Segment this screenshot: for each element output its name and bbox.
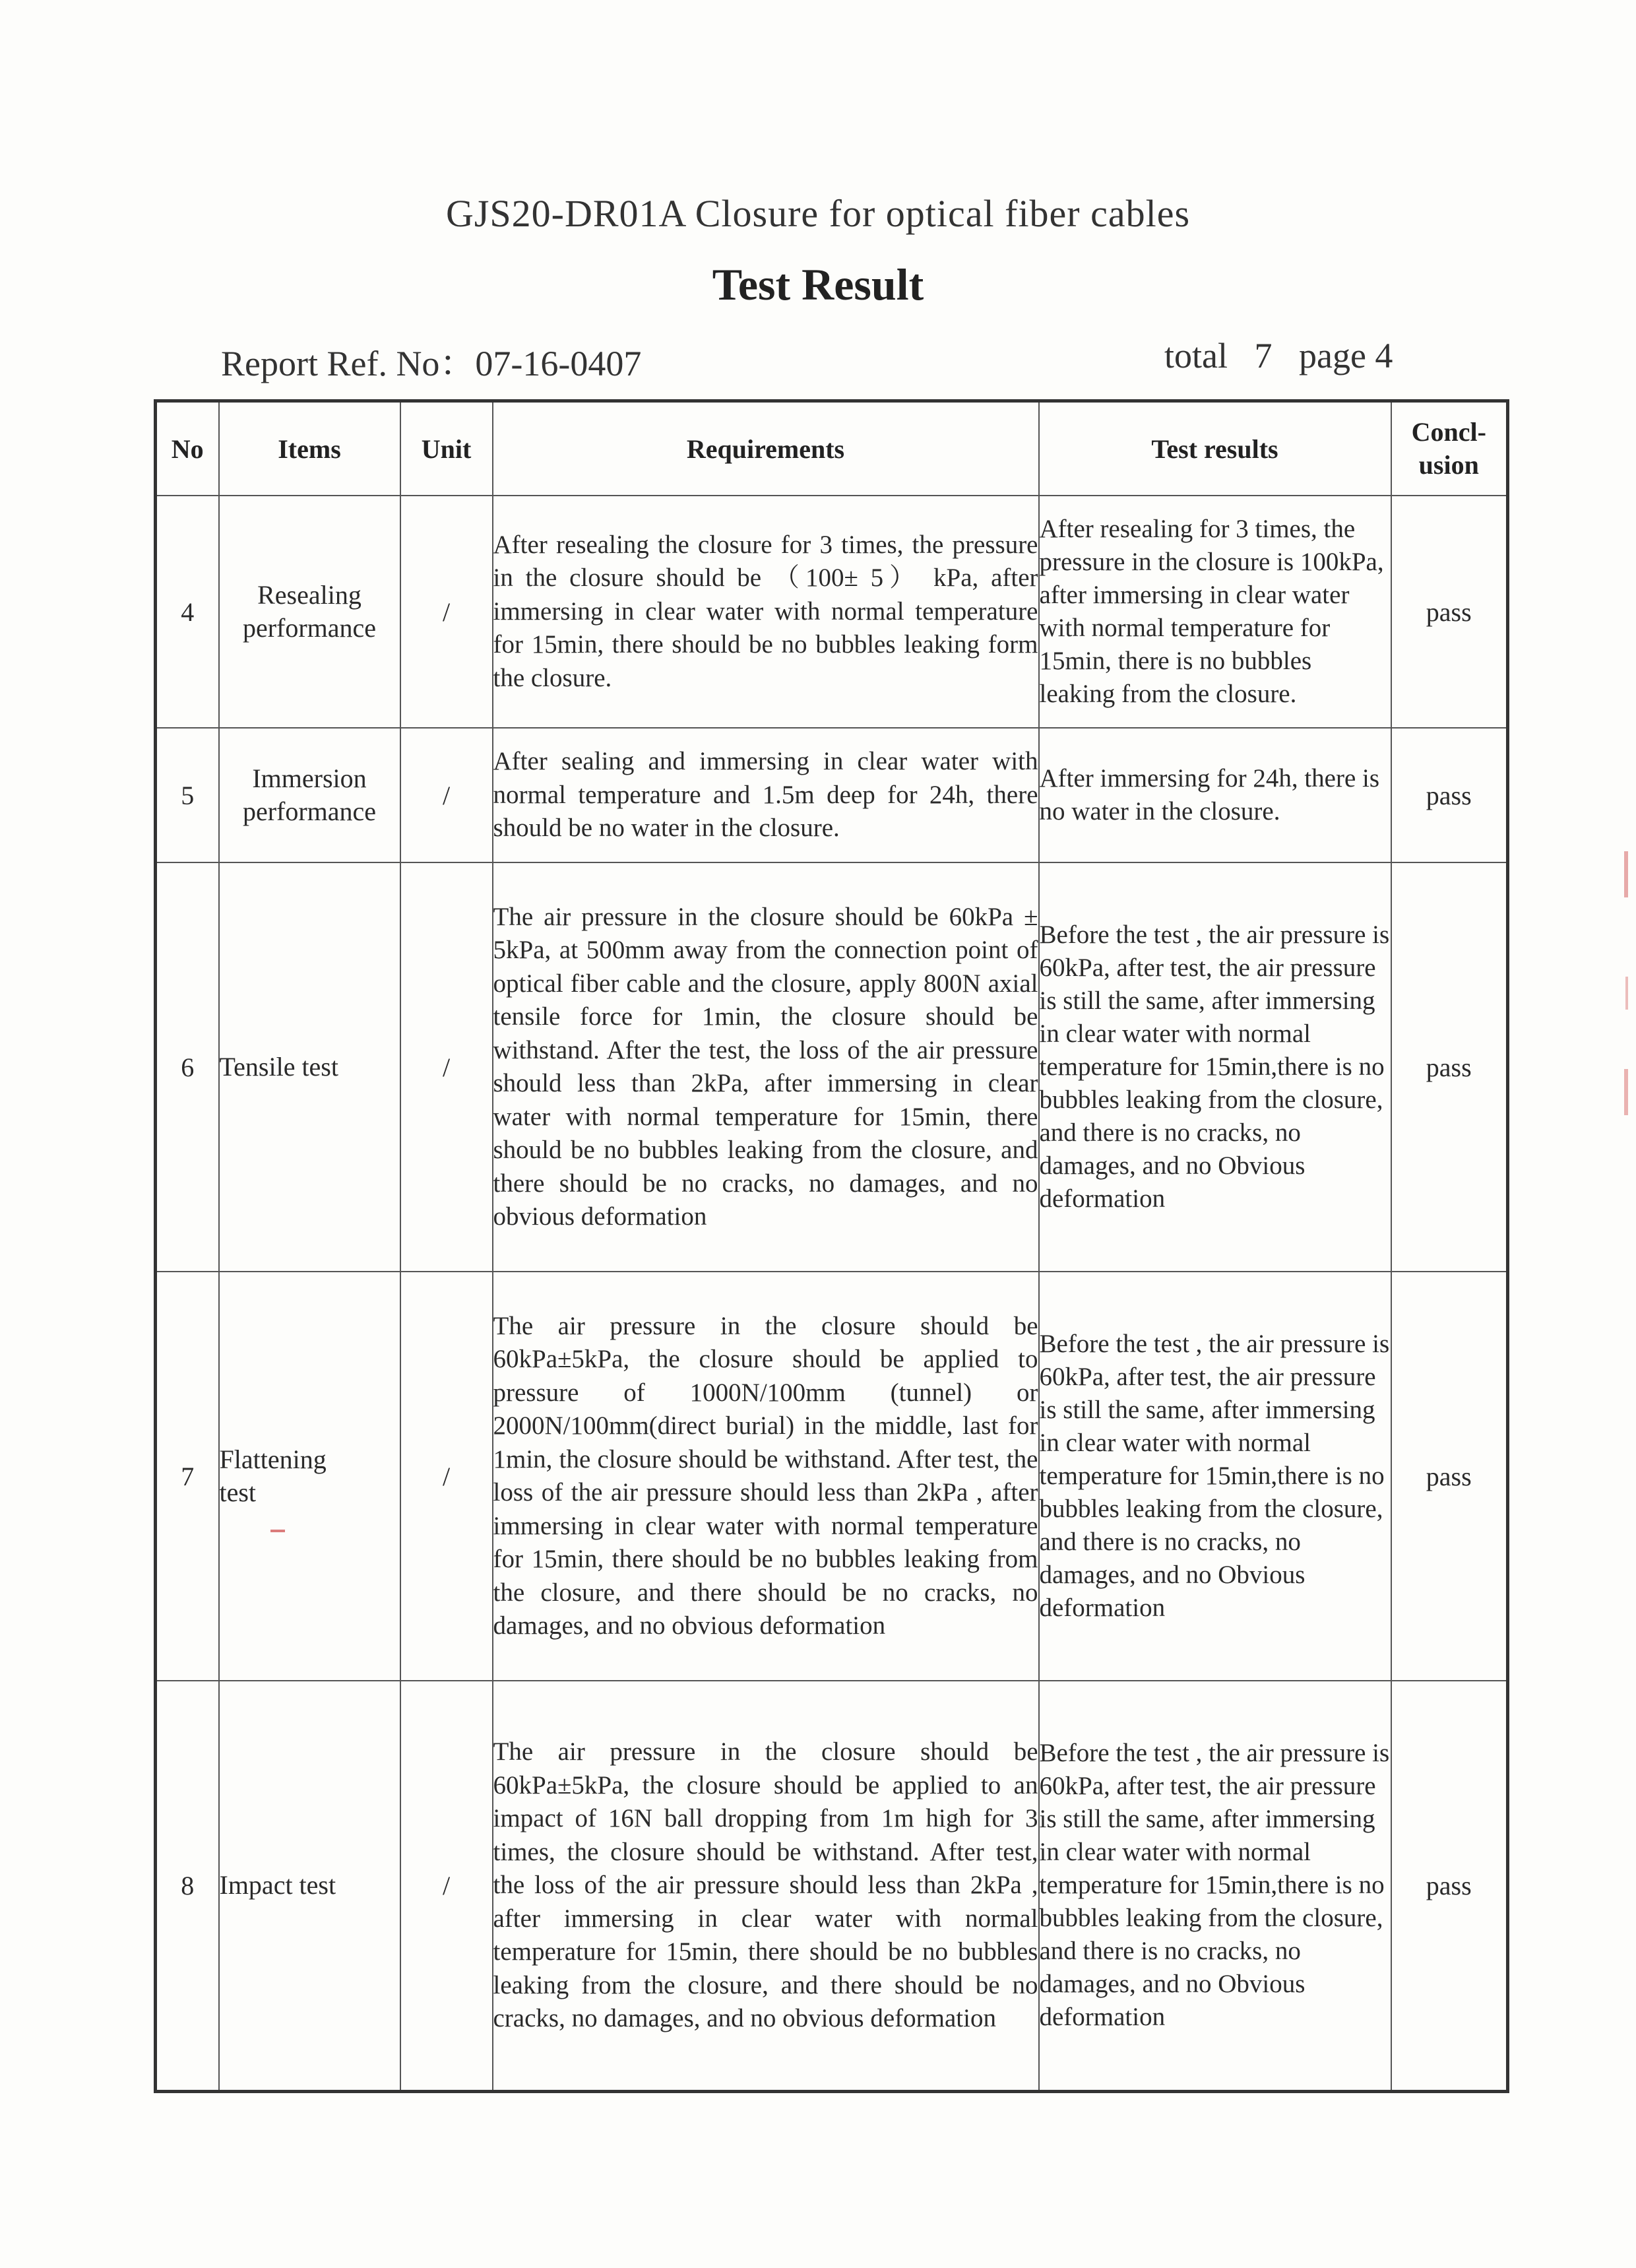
header-test-results: Test results xyxy=(1039,401,1391,496)
row-item xyxy=(219,496,400,728)
row-conclusion: pass xyxy=(1391,728,1508,862)
scan-mark xyxy=(1625,977,1628,1010)
header-conclusion-part2: usion xyxy=(1418,450,1479,480)
row-no: 8 xyxy=(156,1681,219,2091)
header-conclusion-part1: Concl- xyxy=(1411,417,1486,447)
row-item-line1: Immersion xyxy=(252,763,367,793)
row-item-line2: performance xyxy=(242,613,377,643)
page-count xyxy=(1164,335,1393,376)
row-conclusion: pass xyxy=(1391,496,1508,728)
document-title: GJS20-DR01A Closure for optical fiber cables xyxy=(445,192,1191,235)
scan-mark xyxy=(1624,851,1628,897)
row-no: 7 xyxy=(156,1272,219,1681)
row-requirement: The air pressure in the closure should be 60kPa±5kPa, the closure should be applied to an impact of 16N ball dropping from 1m high for 3 times, the closure should be withstand. After test, the loss of the air pressure should less than 2kPa , after immersing in clear water with normal temperature for 15min, there should be no bubbles leaking from the closure, and there should be no cracks, no damages, and no obvious deformation xyxy=(493,1681,1039,2091)
total-label: total xyxy=(1164,336,1228,375)
row-item-line2: performance xyxy=(242,796,377,826)
header-items: Items xyxy=(219,401,400,496)
row-test-result: Before the test , the air pressure is 60kPa, after test, the air pressure is still the same, after immersing in clear water with normal temperature for 15min,there is no bubbles leaking from the closure, and there is no cracks, no damages, and no Obvious deformation xyxy=(1039,862,1391,1272)
row-requirement: The air pressure in the closure should be 60kPa ± 5kPa, at 500mm away from the connection point of optical fiber cable and the closure, apply 800N axial tensile force for 1min, the closure should be withstand. After the test, the loss of the air pressure should less than 2kPa, after immersing in clear water with normal temperature for 15min, there should be no bubbles leaking from the closure, and there should be no cracks, no damages, and no obvious deformation xyxy=(493,862,1039,1272)
row-requirement: After resealing the closure for 3 times, the pressure in the closure should be （100± 5） kPa, after immersing in clear water with normal temperature for 15min, there should be no bubbles leaking form the closure. xyxy=(493,496,1039,728)
row-unit: / xyxy=(400,496,493,728)
row-conclusion: pass xyxy=(1391,1681,1508,2091)
row-test-result: Before the test , the air pressure is 60kPa, after test, the air pressure is still the same, after immersing in clear water with normal temperature for 15min,there is no bubbles leaking from the closure, and there is no cracks, no damages, and no Obvious deformation xyxy=(1039,1681,1391,2091)
row-unit: / xyxy=(400,862,493,1272)
page-value: 4 xyxy=(1375,336,1393,375)
table-row xyxy=(156,496,1508,728)
row-item xyxy=(219,1272,400,1681)
table-header-row xyxy=(156,401,1508,496)
row-no: 6 xyxy=(156,862,219,1272)
table-row xyxy=(156,1681,1508,2091)
row-item xyxy=(219,862,400,1272)
scan-mark xyxy=(1624,1069,1628,1115)
row-unit: / xyxy=(400,1681,493,2091)
scan-mark xyxy=(270,1530,285,1532)
total-value: 7 xyxy=(1254,336,1273,375)
row-item-line1: Tensile test xyxy=(219,1052,338,1082)
table-row xyxy=(156,1272,1508,1681)
row-item-line1: Impact test xyxy=(219,1870,336,1900)
row-no: 4 xyxy=(156,496,219,728)
row-item-line2: test xyxy=(219,1477,257,1507)
row-unit: / xyxy=(400,728,493,862)
row-item xyxy=(219,1681,400,2091)
row-no: 5 xyxy=(156,728,219,862)
row-conclusion: pass xyxy=(1391,1272,1508,1681)
table-row xyxy=(156,862,1508,1272)
row-unit: / xyxy=(400,1272,493,1681)
header-requirements: Requirements xyxy=(493,401,1039,496)
row-conclusion: pass xyxy=(1391,862,1508,1272)
row-item-line1: Flattening xyxy=(219,1444,327,1474)
row-requirement: The air pressure in the closure should be 60kPa±5kPa, the closure should be applied to pressure of 1000N/100mm (tunnel) or 2000N/100mm(direct burial) in the middle, last for 1min, the closure should be withstand. After test, the loss of the air pressure should less than 2kPa , after immersing in clear water with normal temperature for 15min, there should be no bubbles leaking from the closure, and there should be no cracks, no damages, and no obvious deformation xyxy=(493,1272,1039,1681)
row-item-line1: Resealing xyxy=(257,580,362,610)
test-results-table xyxy=(154,399,1509,2093)
table-row xyxy=(156,728,1508,862)
header-unit: Unit xyxy=(400,401,493,496)
row-test-result: Before the test , the air pressure is 60kPa, after test, the air pressure is still the same, after immersing in clear water with normal temperature for 15min,there is no bubbles leaking from the closure, and there is no cracks, no damages, and no Obvious deformation xyxy=(1039,1272,1391,1681)
row-requirement: After sealing and immersing in clear water with normal temperature and 1.5m deep for 24h, there should be no water in the closure. xyxy=(493,728,1039,862)
report-reference: Report Ref. No：07-16-0407 xyxy=(221,344,642,383)
row-item xyxy=(219,728,400,862)
page-label: page xyxy=(1298,336,1366,375)
row-test-result: After resealing for 3 times, the pressure in the closure is 100kPa, after immersing in clear water with normal temperature for 15min, there is no bubbles leaking from the closure. xyxy=(1039,496,1391,728)
header-conclusion xyxy=(1391,401,1508,496)
row-test-result: After immersing for 24h, there is no water in the closure. xyxy=(1039,728,1391,862)
header-no: No xyxy=(156,401,219,496)
document-subtitle: Test Result xyxy=(712,259,924,309)
